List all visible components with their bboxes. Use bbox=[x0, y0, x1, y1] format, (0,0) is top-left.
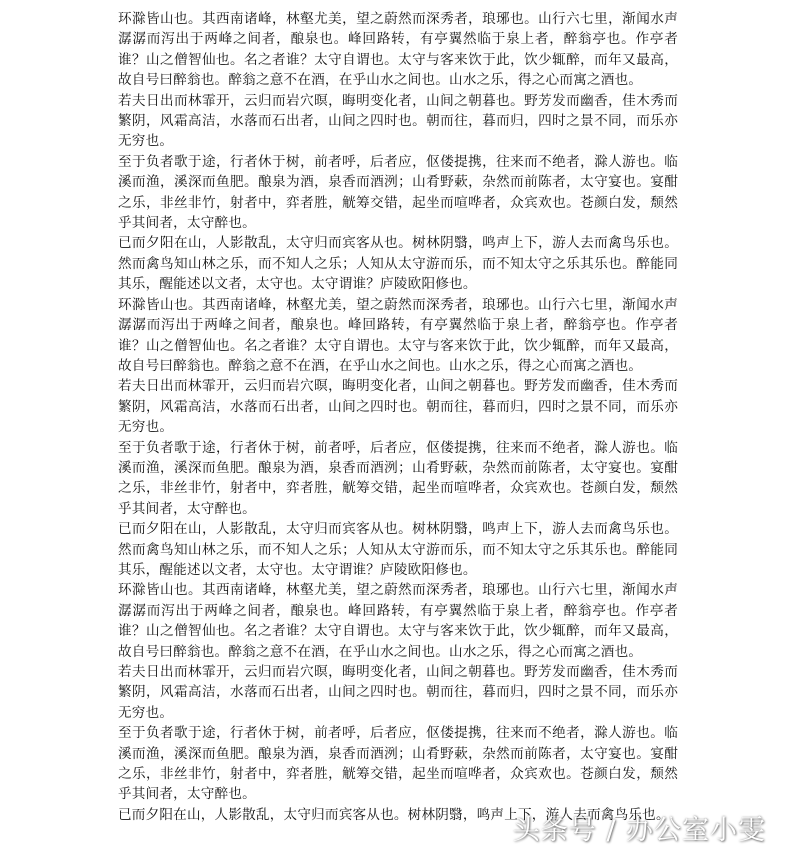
document-body bbox=[118, 9, 678, 825]
paragraph: 至于负者歌于途，行者休于树，前者呼，后者应，伛偻提携，往来而不绝者，滁人游也。临溪而渔，溪深而鱼肥。酿泉为酒，泉香而酒洌；山肴野蔌，杂然而前陈者，太守宴也。宴酣之乐，非丝非竹，射者中，弈者胜，觥筹交错，起坐而喧哗者，众宾欢也。苍颜白发，颓然乎其间者，太守醉也。 bbox=[118, 439, 678, 517]
paragraph: 已而夕阳在山，人影散乱，太守归而宾客从也。树林阴翳，鸣声上下，游人去而禽鸟乐也。然而禽鸟知山林之乐，而不知人之乐；人知从太守游而乐，而不知太守之乐其乐也。醉能同其乐，醒能述以文者，太守也。太守谓谁？庐陵欧阳修也。 bbox=[118, 521, 678, 578]
paragraph: 至于负者歌于途，行者休于树，前者呼，后者应，伛偻提携，往来而不绝者，滁人游也。临溪而渔，溪深而鱼肥。酿泉为酒，泉香而酒洌；山肴野蔌，杂然而前陈者，太守宴也。宴酣之乐，非丝非竹，射者中，弈者胜，觥筹交错，起坐而喧哗者，众宾欢也。苍颜白发，颓然乎其间者，太守醉也。 bbox=[118, 725, 678, 803]
source-credit: 头条号 / 办公室小雯 bbox=[512, 815, 766, 846]
paragraph: 环滁皆山也。其西南诸峰，林壑尤美，望之蔚然而深秀者，琅琊也。山行六七里，渐闻水声潺潺而泻出于两峰之间者，酿泉也。峰回路转，有亭翼然临于泉上者，醉翁亭也。作亭者谁？山之僧智仙也。名之者谁？太守自谓也。太守与客来饮于此，饮少辄醉，而年又最高，故自号曰醉翁也。醉翁之意不在酒，在乎山水之间也。山水之乐，得之心而寓之酒也。 bbox=[118, 582, 678, 660]
paragraph: 至于负者歌于途，行者休于树，前者呼，后者应，伛偻提携，往来而不绝者，滁人游也。临溪而渔，溪深而鱼肥。酿泉为酒，泉香而酒洌；山肴野蔌，杂然而前陈者，太守宴也。宴酣之乐，非丝非竹，射者中，弈者胜，觥筹交错，起坐而喧哗者，众宾欢也。苍颜白发，颓然乎其间者，太守醉也。 bbox=[118, 153, 678, 232]
paragraph: 已而夕阳在山，人影散乱，太守归而宾客从也。树林阴翳，鸣声上下，游人去而禽鸟乐也。 bbox=[118, 806, 670, 823]
paragraph: 若夫日出而林霏开，云归而岩穴暝，晦明变化者，山间之朝暮也。野芳发而幽香，佳木秀而繁阴，风霜高洁，水落而石出者，山间之四时也。朝而往，暮而归，四时之景不同，而乐亦无穷也。 bbox=[118, 378, 678, 436]
paragraph: 若夫日出而林霏开，云归而岩穴暝，晦明变化者，山间之朝暮也。野芳发而幽香，佳木秀而繁阴，风霜高洁，水落而石出者，山间之四时也。朝而往，暮而归，四时之景不同，而乐亦无穷也。 bbox=[118, 92, 678, 150]
paragraph: 环滁皆山也。其西南诸峰，林壑尤美，望之蔚然而深秀者，琅琊也。山行六七里，渐闻水声潺潺而泻出于两峰之间者，酿泉也。峰回路转，有亭翼然临于泉上者，醉翁亭也。作亭者谁？山之僧智仙也。名之者谁？太守自谓也。太守与客来饮于此，饮少辄醉，而年又最高，故自号曰醉翁也。醉翁之意不在酒，在乎山水之间也。山水之乐，得之心而寓之酒也。 bbox=[118, 11, 678, 89]
paragraph: 若夫日出而林霏开，云归而岩穴暝，晦明变化者，山间之朝暮也。野芳发而幽香，佳木秀而繁阴，风霜高洁，水落而石出者，山间之四时也。朝而往，暮而归，四时之景不同，而乐亦无穷也。 bbox=[118, 664, 678, 721]
paragraph: 已而夕阳在山，人影散乱，太守归而宾客从也。树林阴翳，鸣声上下，游人去而禽鸟乐也。然而禽鸟知山林之乐，而不知人之乐；人知从太守游而乐，而不知太守之乐其乐也。醉能同其乐，醒能述以文者，太守也。太守谓谁？庐陵欧阳修也。 bbox=[118, 235, 678, 293]
paragraph: 环滁皆山也。其西南诸峰，林壑尤美，望之蔚然而深秀者，琅琊也。山行六七里，渐闻水声潺潺而泻出于两峰之间者，酿泉也。峰回路转，有亭翼然临于泉上者，醉翁亭也。作亭者谁？山之僧智仙也。名之者谁？太守自谓也。太守与客来饮于此，饮少辄醉，而年又最高，故自号曰醉翁也。醉翁之意不在酒，在乎山水之间也。山水之乐，得之心而寓之酒也。 bbox=[118, 296, 678, 374]
